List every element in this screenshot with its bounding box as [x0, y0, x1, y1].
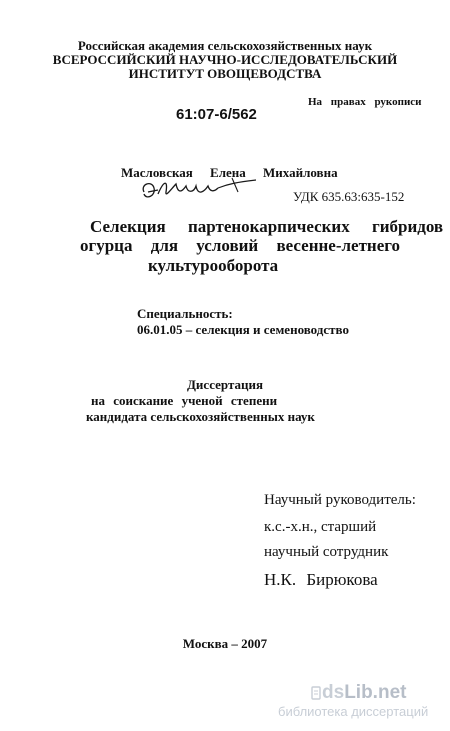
- thesis-title-line1: Селекция партенокарпических гибридов: [90, 217, 444, 236]
- supervisor-position: научный сотрудник: [264, 544, 389, 560]
- watermark-tagline: библиотека диссертаций: [278, 704, 429, 719]
- supervisor-name: Н.К. Бирюкова: [264, 570, 378, 589]
- city-and-year: Москва – 2007: [182, 636, 268, 651]
- thesis-title-line3: культурооборота: [148, 256, 279, 275]
- dslib-logo-icon: [311, 686, 321, 700]
- udk-code: УДК 635.63:635-152: [293, 189, 405, 204]
- supervisor-degree: к.с.-х.н., старший: [264, 519, 377, 535]
- author-name: Масловская Елена Михайловна: [121, 165, 338, 180]
- dissertation-degree: кандидата сельскохозяйственных наук: [86, 409, 315, 424]
- thesis-title-line2: огурца для условий весенне-летнего: [80, 236, 401, 255]
- archive-code: 61:07-6/562: [176, 106, 257, 123]
- supervisor-label: Научный руководитель:: [264, 492, 416, 508]
- handwritten-signature: [138, 170, 268, 210]
- watermark-brand-rest: Lib.net: [344, 682, 407, 703]
- watermark-brand-prefix: ds: [322, 682, 345, 703]
- institution-name-line2: ИНСТИТУТ ОВОЩЕВОДСТВА: [128, 66, 322, 81]
- specialty-label: Специальность:: [137, 306, 233, 321]
- specialty-value: 06.01.05 – селекция и семеноводство: [137, 322, 349, 337]
- institution-academy: Российская академия сельскохозяйственных наук: [77, 38, 373, 53]
- manuscript-rights-note: На правах рукописи: [308, 96, 422, 108]
- watermark-brand[interactable]: [322, 682, 406, 704]
- institution-name-line1: ВСЕРОССИЙСКИЙ НАУЧНО-ИССЛЕДОВАТЕЛЬСКИЙ: [52, 52, 398, 67]
- dissertation-label: Диссертация: [186, 377, 264, 392]
- dissertation-purpose: на соискание ученой степени: [91, 393, 278, 408]
